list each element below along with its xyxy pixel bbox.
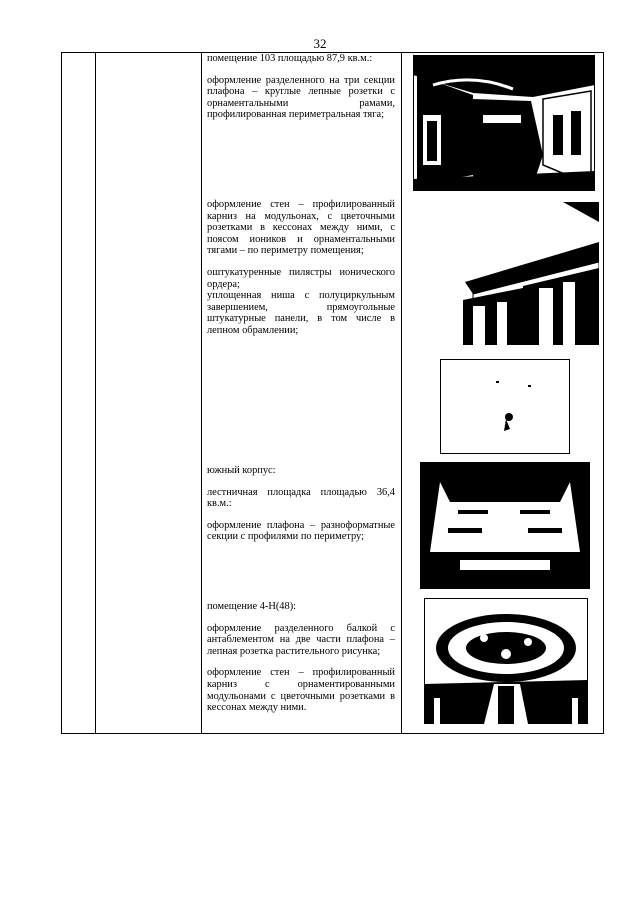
photo-south-landing-ceiling [420, 462, 590, 589]
ceiling-description: оформление разделенного на три секции плафона – круглые лепные розетки с орнаментальными рамами, профилированная периметральная тяга; [207, 74, 395, 121]
photo-room-103-walls [413, 202, 599, 345]
photo-rosette-4n48 [424, 598, 588, 724]
row-103-walls [207, 199, 395, 347]
landing-heading: лестничная площадка площадью 36,4 кв.м.: [207, 486, 395, 510]
wall-description: оформление стен – профилированный карниз с орнаментированными модульонами с цветочными розетками в кессонах между ними. [207, 667, 395, 714]
ceiling-description: оформление разделенного балкой с антаблементом на две части плафона – лепная розетка растительного рисунка; [207, 622, 395, 657]
page-number: 32 [313, 36, 327, 51]
landing-ceiling-description: оформление плафона – разноформатные секции с профилями по периметру; [207, 519, 395, 543]
row-south-stair [207, 465, 395, 553]
room-heading: помещение 4-Н(48): [207, 601, 297, 612]
wall-description: оформление стен – профилированный карниз на модульонах, с цветочными розетками в кессонах между ними, с поясом иоников и орнаментальными тягами – по периметру помещения; [207, 199, 395, 257]
photo-ceiling-white [440, 359, 570, 454]
document-table [61, 52, 604, 734]
row-103 [207, 53, 395, 131]
pilaster-description: оштукатуренные пилястры ионического ордера; уплощенная ниша с полуциркульным завершением, прямоугольные штукатурные панели, в том числе в лепном обрамлении; [207, 266, 395, 336]
section-heading: южный корпус: [207, 465, 276, 476]
room-heading: помещение 103 площадью 87,9 кв.м.: [207, 53, 373, 64]
photo-room-103-ceiling [413, 55, 595, 191]
row-4n48 [207, 601, 395, 724]
